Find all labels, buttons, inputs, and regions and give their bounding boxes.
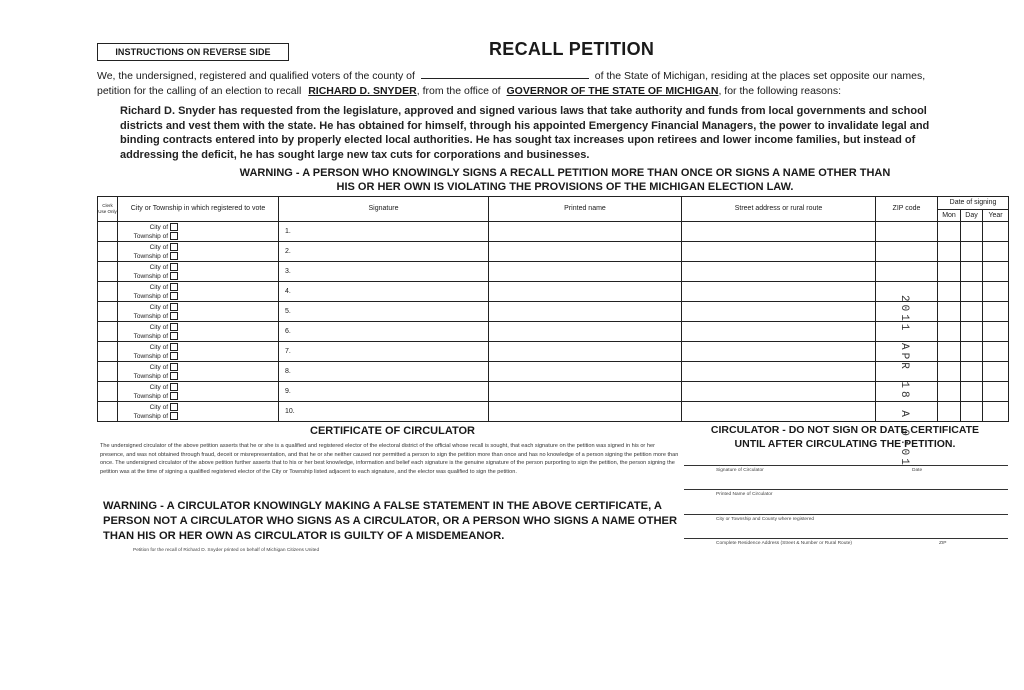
city-township-cell [118,402,279,422]
instructions-notice: INSTRUCTIONS ON REVERSE SIDE [97,43,289,61]
circulator-address-field[interactable] [684,538,1008,546]
printed-name-cell[interactable] [489,222,682,242]
signature-row [98,222,1009,242]
header-city-township: City or Township in which registered to vote [118,197,279,222]
month-cell[interactable] [938,302,961,322]
intro-line1-suffix: of the State of Michigan, residing at the places set opposite our names, [594,70,926,82]
street-address-cell[interactable] [682,222,876,242]
month-cell[interactable] [938,362,961,382]
year-cell[interactable] [983,282,1009,302]
signature-row [98,302,1009,322]
circulator-date-label: Date [912,468,923,473]
year-cell[interactable] [983,222,1009,242]
street-address-cell[interactable] [682,342,876,362]
clerk-cell [98,222,118,242]
signature-row [98,262,1009,282]
signer-warning-line1: WARNING - A PERSON WHO KNOWINGLY SIGNS A RECALL PETITION MORE THAN ONCE OR SIGNS A NAME OTHER THAN [239,167,891,179]
city-label: City of [149,383,168,391]
signature-row [98,402,1009,422]
city-checkbox[interactable] [170,343,178,351]
clerk-cell [98,402,118,422]
township-checkbox[interactable] [170,412,178,420]
clerk-cell [98,382,118,402]
city-township-cell [118,262,279,282]
street-address-cell[interactable] [682,402,876,422]
street-address-cell[interactable] [682,302,876,322]
intro-line2-suffix: , for the following reasons: [718,85,842,97]
county-field[interactable] [421,68,589,79]
circulator-signature-field[interactable] [684,465,1008,473]
city-township-cell [118,322,279,342]
city-label: City of [149,363,168,371]
year-cell[interactable] [983,322,1009,342]
printed-name-cell[interactable] [489,382,682,402]
street-address-cell[interactable] [682,242,876,262]
certificate-title: CERTIFICATE OF CIRCULATOR [310,425,475,437]
row-number: 4. [285,288,291,295]
signature-cell[interactable] [279,302,489,322]
street-address-cell[interactable] [682,362,876,382]
recall-reasons: Richard D. Snyder has requested from the legislature, approved and signed various laws that take authority and funds from local governments and school districts and vest them with the state. He has obtained for himself, through his appointed Emergency Financial Managers, the power to invalidate legal and binding contracts entered into by properly elected local authorities. He has sought tax increases upon retirees and lower income families, but instead of addressing the deficit, he has sought large new tax cuts for corporations and businesses. [120,105,930,161]
street-address-cell[interactable] [682,282,876,302]
signature-row [98,242,1009,262]
city-township-cell [118,342,279,362]
city-label: City of [149,243,168,251]
township-label: Township of [133,272,168,280]
day-cell[interactable] [961,362,983,382]
zip-cell[interactable] [876,262,938,282]
clerk-cell [98,282,118,302]
township-checkbox[interactable] [170,372,178,380]
header-street: Street address or rural route [682,197,876,222]
city-label: City of [149,283,168,291]
day-cell[interactable] [961,382,983,402]
circulator-zip-label: ZIP [939,541,947,546]
day-cell[interactable] [961,342,983,362]
city-checkbox[interactable] [170,263,178,271]
city-label: City of [149,343,168,351]
month-cell[interactable] [938,282,961,302]
header-date: Date of signing [938,197,1009,210]
day-cell[interactable] [961,302,983,322]
city-checkbox[interactable] [170,303,178,311]
city-checkbox[interactable] [170,323,178,331]
township-checkbox[interactable] [170,272,178,280]
township-label: Township of [133,332,168,340]
day-cell[interactable] [961,262,983,282]
township-label: Township of [133,232,168,240]
day-cell[interactable] [961,282,983,302]
row-number: 10. [285,408,295,415]
circulator-do-not-sign-warning [690,423,1000,451]
township-checkbox[interactable] [170,312,178,320]
year-cell[interactable] [983,302,1009,322]
printed-name-cell[interactable] [489,362,682,382]
month-cell[interactable] [938,262,961,282]
city-checkbox[interactable] [170,363,178,371]
year-cell[interactable] [983,262,1009,282]
signature-row [98,282,1009,302]
month-cell[interactable] [938,242,961,262]
signature-cell[interactable] [279,362,489,382]
header-day: Day [961,210,983,222]
township-label: Township of [133,312,168,320]
city-checkbox[interactable] [170,283,178,291]
circulator-city-county-field[interactable] [684,514,1008,522]
township-checkbox[interactable] [170,332,178,340]
circulator-address-label: Complete Residence Address (Street & Number or Rural Route) [716,541,852,546]
year-cell[interactable] [983,402,1009,422]
city-label: City of [149,223,168,231]
township-label: Township of [133,252,168,260]
intro-line-2 [97,85,841,97]
township-label: Township of [133,352,168,360]
signature-row [98,322,1009,342]
month-cell[interactable] [938,382,961,402]
signer-warning [210,166,920,194]
clerk-cell [98,362,118,382]
city-checkbox[interactable] [170,223,178,231]
township-label: Township of [133,372,168,380]
city-township-cell [118,362,279,382]
city-township-cell [118,382,279,402]
street-address-cell[interactable] [682,262,876,282]
signature-row [98,382,1009,402]
row-number: 8. [285,368,291,375]
header-printed-name: Printed name [489,197,682,222]
city-label: City of [149,323,168,331]
day-cell[interactable] [961,242,983,262]
year-cell[interactable] [983,342,1009,362]
street-address-cell[interactable] [682,382,876,402]
signature-cell[interactable] [279,382,489,402]
circulator-misdemeanor-warning: WARNING - A CIRCULATOR KNOWINGLY MAKING A FALSE STATEMENT IN THE ABOVE CERTIFICATE, A PERSON NOT A CIRCULATOR WHO SIGNS AS A CIRCULATOR, OR A PERSON WHO SIGNS A NAME OTHER THAN HIS OR HER OWN AS CIRCULATOR IS GUILTY OF A MISDEMEANOR. [103,500,678,542]
clerk-cell [98,302,118,322]
circulator-signature-label: Signature of Circulator [716,468,764,473]
intro-line-1 [97,68,925,82]
row-number: 9. [285,388,291,395]
zip-cell[interactable] [876,222,938,242]
printed-name-cell[interactable] [489,342,682,362]
signature-cell[interactable] [279,262,489,282]
header-signature: Signature [279,197,489,222]
clerk-cell [98,322,118,342]
city-township-cell [118,242,279,262]
circulator-city-county-label: City or Township and County where registered [716,517,815,522]
day-cell[interactable] [961,222,983,242]
signature-cell[interactable] [279,342,489,362]
township-checkbox[interactable] [170,232,178,240]
office-name: GOVERNOR OF THE STATE OF MICHIGAN [506,85,719,97]
row-number: 6. [285,328,291,335]
row-number: 1. [285,228,291,235]
township-checkbox[interactable] [170,252,178,260]
city-checkbox[interactable] [170,243,178,251]
printed-name-cell[interactable] [489,282,682,302]
year-cell[interactable] [983,242,1009,262]
month-cell[interactable] [938,342,961,362]
city-label: City of [149,303,168,311]
city-township-cell [118,222,279,242]
circulator-printed-name-field[interactable] [684,489,1008,497]
city-label: City of [149,403,168,411]
official-name: RICHARD D. SNYDER [308,85,417,97]
city-label: City of [149,263,168,271]
printed-by-note: Petition for the recall of Richard D. Snyder printed on behalf of Michigan Citizens United [133,548,320,553]
circulator-printed-name-label: Printed Name of Circulator [716,492,773,497]
signature-row [98,362,1009,382]
township-checkbox[interactable] [170,352,178,360]
signature-cell[interactable] [279,242,489,262]
intro-line2-mid: , from the office of [416,85,501,97]
signature-cell[interactable] [279,222,489,242]
row-number: 7. [285,348,291,355]
month-cell[interactable] [938,402,961,422]
month-cell[interactable] [938,222,961,242]
header-clerk: Clerk Use Only [98,197,118,222]
certificate-body: The undersigned circulator of the above petition asserts that he or she is a qualified and registered elector of the electoral district of the official whose recall is sought, that each signature on the petition was signed in his or her presence, and was not obtained through fraud, deceit or misrepresentation, and that he or she neither caused nor permitted a person to sign the petition more than once and has no knowledge of a person signing the petition more than once. The undersigned circulator of the above petition further asserts that to his or her best knowledge, information and belief each signature is the genuine signature of the person purporting to sign the petition, the person signing the petition was at the time of signing a qualified registered elector of the City or Township listed adjacent to each signature, and the elector was qualified to sign the petition. [100,443,679,475]
printed-name-cell[interactable] [489,402,682,422]
row-number: 3. [285,268,291,275]
clerk-cell [98,262,118,282]
signature-table [97,196,1009,422]
street-address-cell[interactable] [682,322,876,342]
clerk-cell [98,342,118,362]
header-zip: ZIP code [876,197,938,222]
city-checkbox[interactable] [170,403,178,411]
township-label: Township of [133,392,168,400]
header-mon: Mon [938,210,961,222]
city-township-cell [118,302,279,322]
zip-cell[interactable] [876,242,938,262]
day-cell[interactable] [961,402,983,422]
printed-name-cell[interactable] [489,262,682,282]
header-year: Year [983,210,1009,222]
printed-name-cell[interactable] [489,322,682,342]
received-date-stamp: 2011 APR 18 A 9:01 [898,295,910,468]
month-cell[interactable] [938,322,961,342]
signature-cell[interactable] [279,322,489,342]
clerk-cell [98,242,118,262]
township-checkbox[interactable] [170,292,178,300]
row-number: 5. [285,308,291,315]
printed-name-cell[interactable] [489,242,682,262]
signature-row [98,342,1009,362]
city-township-cell [118,282,279,302]
township-label: Township of [133,292,168,300]
signature-cell[interactable] [279,282,489,302]
intro-line1-prefix: We, the undersigned, registered and qualified voters of the county of [97,70,415,82]
intro-line2-prefix: petition for the calling of an election to recall [97,85,302,97]
circulator-warning-line2: UNTIL AFTER CIRCULATING THE PETITION. [734,438,956,450]
year-cell[interactable] [983,362,1009,382]
day-cell[interactable] [961,322,983,342]
year-cell[interactable] [983,382,1009,402]
township-label: Township of [133,412,168,420]
signer-warning-line2: HIS OR HER OWN IS VIOLATING THE PROVISIONS OF THE MICHIGAN ELECTION LAW. [336,181,794,193]
circulator-warning-line1: CIRCULATOR - DO NOT SIGN OR DATE CERTIFICATE [710,424,980,436]
signature-cell[interactable] [279,402,489,422]
page-title: RECALL PETITION [489,39,655,59]
township-checkbox[interactable] [170,392,178,400]
printed-name-cell[interactable] [489,302,682,322]
row-number: 2. [285,248,291,255]
city-checkbox[interactable] [170,383,178,391]
